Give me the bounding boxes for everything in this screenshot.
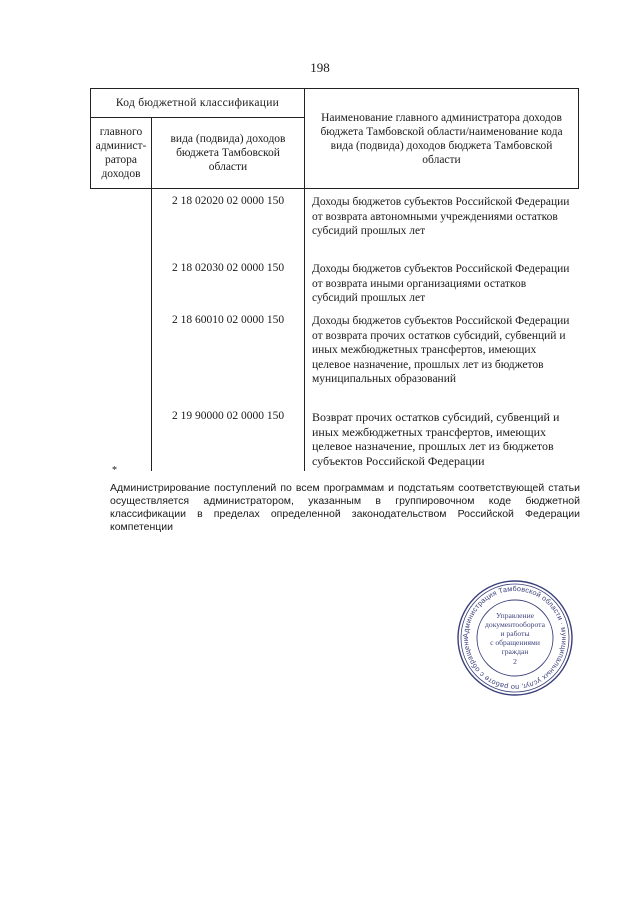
- footnote-mark: *: [112, 465, 117, 476]
- official-seal-stamp: [455, 578, 575, 698]
- header-col2-label: вида (подвида) доходов бюджета Тамбовской области: [170, 133, 286, 173]
- header-col2-cell: [151, 117, 305, 189]
- row-code: 2 18 02030 02 0000 150: [171, 262, 285, 274]
- header-col3-cell: [304, 88, 579, 189]
- seal-line: с обращениями: [490, 638, 540, 647]
- seal-line: Управление: [495, 611, 535, 620]
- seal-icon: [455, 578, 575, 698]
- header-group-label: Код бюджетной классификации: [115, 97, 280, 109]
- row-name: Доходы бюджетов субъектов Российской Федерации от возврата прочих остатков субсидий, субвенций и иных межбюджетных трансфертов, имеющих целевое назначение, прошлых лет из бюджетов муниципальных образований: [312, 315, 570, 386]
- row-name: Доходы бюджетов субъектов Российской Федерации от возврата иными организациями остатков субсидий прошлых лет: [312, 263, 570, 305]
- svg-text:Администрация Тамбовской облас: Администрация Тамбовской области · муниципальных услуг, по работе с обращени: [460, 583, 570, 693]
- row-code: 2 18 60010 02 0000 150: [171, 314, 285, 326]
- seal-line: документооборота: [485, 620, 545, 629]
- row-code: 2 18 02020 02 0000 150: [171, 195, 285, 207]
- header-col1-label: главного админист-ратора доходов: [95, 126, 147, 180]
- row-name: Возврат прочих остатков субсидий, субвенций и иных межбюджетных трансфертов, имеющих целевое назначение, прошлых лет из бюджетов субъектов Российской Федерации: [312, 410, 560, 468]
- body-divider-right: [304, 189, 305, 471]
- seal-line: 2: [513, 657, 517, 666]
- seal-line: граждан: [501, 647, 529, 656]
- footnote-text: Администрирование поступлений по всем программам и подстатьям соответствующей статьи осуществляется администратором, указанным в группировочном коде бюджетной классификации в пределах определенной законодательством Российской Федерации компетенции: [110, 482, 580, 533]
- header-col1-cell: [90, 117, 152, 189]
- header-col3-label: Наименование главного администратора доходов бюджета Тамбовской области/наименование кода вида (подвида) доходов бюджета Тамбовской области: [320, 111, 563, 166]
- header-group-cell: [90, 88, 305, 118]
- page-number: 198: [310, 60, 330, 75]
- row-code: 2 19 90000 02 0000 150: [171, 410, 285, 422]
- row-name: Доходы бюджетов субъектов Российской Федерации от возврата автономными учреждениями остатков субсидий прошлых лет: [312, 196, 570, 238]
- seal-line: и работы: [500, 629, 530, 638]
- body-divider-left: [151, 189, 152, 471]
